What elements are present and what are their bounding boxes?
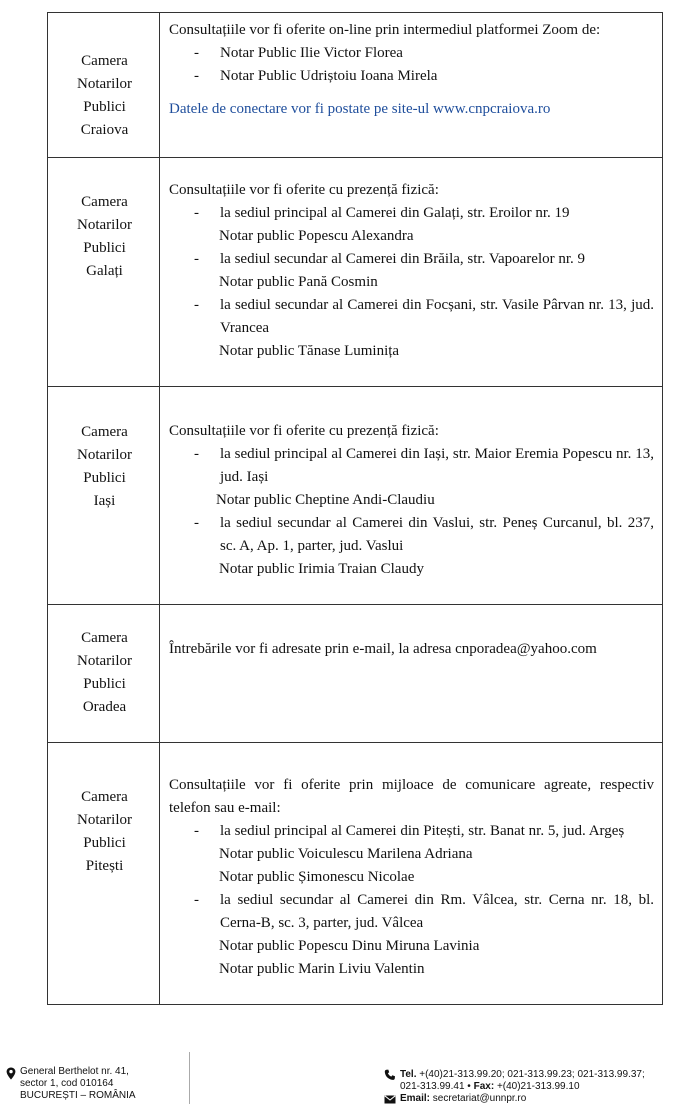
chamber-cell [48, 387, 160, 605]
office-address: la sediul secundar al Camerei din Brăila, str. Vapoarelor nr. 9 [220, 251, 586, 267]
address-line: sector 1, cod 010164 [20, 1078, 114, 1089]
chamber-cell [48, 743, 160, 1005]
chamber-name-line: Iași [93, 493, 116, 509]
chamber-name-line: Publici [83, 835, 126, 851]
chamber-name-line: Craiova [80, 122, 129, 138]
table-row [48, 743, 663, 1005]
list-item: - la sediul secundar al Camerei din Vaslui, str. Peneș Curcanul, bl. 237, sc. A, Ap. 1, parter, jud. Vaslui [194, 515, 654, 554]
list-item: - la sediul principal al Camerei din Iași, str. Maior Eremia Popescu nr. 13, jud. Iași [194, 446, 654, 485]
details-cell [160, 158, 663, 387]
office-address: la sediul principal al Camerei din Iași, str. Maior Eremia Popescu nr. 13, jud. Iași [220, 446, 654, 485]
chamber-name-line: Notarilor [77, 812, 132, 828]
phone-icon [384, 1069, 396, 1081]
bullet-separator: • [467, 1081, 471, 1092]
location-pin-icon [6, 1067, 16, 1080]
office-address: la sediul principal al Camerei din Galați, str. Eroilor nr. 19 [220, 205, 570, 221]
notary-name: Notar public Popescu Alexandra [219, 228, 414, 244]
address-line: General Berthelot nr. 41, [20, 1066, 129, 1077]
tel-label: Tel. [400, 1069, 417, 1080]
notary-name: Notar Public Ilie Victor Florea [220, 45, 403, 61]
chamber-name-line: Notarilor [77, 76, 132, 92]
list-item: - Notar Public Ilie Victor Florea [194, 45, 403, 61]
chamber-name-line: Notarilor [77, 447, 132, 463]
footer-contact [384, 1069, 694, 1105]
chamber-name-line: Camera [81, 789, 128, 805]
details-cell [160, 387, 663, 605]
chamber-cell [48, 13, 160, 158]
notary-name: Notar public Pană Cosmin [219, 274, 378, 290]
connection-note: Datele de conectare vor fi postate pe site-ul www.cnpcraiova.ro [169, 101, 551, 117]
chamber-name-line: Notarilor [77, 217, 132, 233]
chamber-name-line: Camera [81, 194, 128, 210]
details-cell [160, 13, 663, 158]
notary-name: Notar public Cheptine Andi-Claudiu [216, 492, 435, 508]
chamber-cell [48, 158, 160, 387]
email-address: secretariat@unnpr.ro [432, 1093, 527, 1104]
chamber-name-line: Notarilor [77, 653, 132, 669]
office-address: la sediul secundar al Camerei din Rm. Vâlcea, str. Cerna nr. 18, bl. Cerna-B, sc. 3, parter, jud. Vâlcea [220, 892, 654, 931]
details-cell [160, 605, 663, 743]
chamber-name-line: Publici [83, 99, 126, 115]
chamber-cell [48, 605, 160, 743]
chamber-name-line: Camera [81, 53, 128, 69]
office-address: la sediul secundar al Camerei din Focșani, str. Vasile Pârvan nr. 13, jud. Vrancea [220, 297, 654, 336]
chamber-name-line: Camera [81, 630, 128, 646]
consultation-intro: Consultațiile vor fi oferite cu prezență fizică: [169, 423, 439, 439]
chamber-name-line: Publici [83, 240, 126, 256]
notary-name: Notar public Șimonescu Nicolae [219, 869, 415, 885]
notary-name: Notar Public Udriștoiu Ioana Mirela [220, 68, 438, 84]
fax-label: Fax: [473, 1081, 495, 1092]
list-item: - la sediul principal al Camerei din Pitești, str. Banat nr. 5, jud. Argeș [194, 823, 625, 839]
chamber-name-line: Publici [83, 470, 126, 486]
consultation-intro: Consultațiile vor fi oferite cu prezență fizică: [169, 182, 439, 198]
fax-number: +(40)21-313.99.10 [496, 1081, 580, 1092]
chamber-name-line: Pitești [85, 858, 124, 874]
office-address: la sediul principal al Camerei din Pitești, str. Banat nr. 5, jud. Argeș [220, 823, 625, 839]
table-row [48, 387, 663, 605]
notary-name: Notar public Marin Liviu Valentin [219, 961, 425, 977]
list-item: - la sediul secundar al Camerei din Rm. Vâlcea, str. Cerna nr. 18, bl. Cerna-B, sc. 3, parter, jud. Vâlcea [194, 892, 654, 931]
table-row [48, 13, 663, 158]
footer-divider [189, 1052, 190, 1104]
chambers-table [47, 12, 663, 1005]
chamber-name-line: Publici [83, 676, 126, 692]
list-item: - Notar Public Udriștoiu Ioana Mirela [194, 68, 438, 84]
list-item: - la sediul principal al Camerei din Galați, str. Eroilor nr. 19 [194, 205, 570, 221]
notary-name: Notar public Popescu Dinu Miruna Lavinia [219, 938, 480, 954]
notary-name: Notar public Irimia Traian Claudy [219, 561, 424, 577]
chamber-name-line: Galați [86, 263, 123, 279]
notary-name: Notar public Voiculescu Marilena Adriana [219, 846, 473, 862]
details-cell [160, 743, 663, 1005]
list-item: - la sediul secundar al Camerei din Focșani, str. Vasile Pârvan nr. 13, jud. Vrancea [194, 297, 654, 336]
tel-numbers: +(40)21-313.99.20; 021-313.99.23; 021-313.99.37; [419, 1069, 645, 1080]
table-row [48, 158, 663, 387]
chamber-name-line: Camera [81, 424, 128, 440]
chamber-name-line: Oradea [82, 699, 127, 715]
table-row [48, 605, 663, 743]
consultation-intro: Consultațiile vor fi oferite on-line prin intermediul platformei Zoom de: [169, 22, 601, 38]
footer-address [6, 1066, 136, 1102]
email-label: Email: [400, 1093, 431, 1104]
tel-number-extra: 021-313.99.41 [400, 1081, 465, 1092]
consultation-intro: Consultațiile vor fi oferite prin mijloace de comunicare agreate, respectiv telefon sau e-mail: [169, 777, 654, 816]
notary-name: Notar public Tănase Luminița [219, 343, 400, 359]
office-address: la sediul secundar al Camerei din Vaslui, str. Peneș Curcanul, bl. 237, sc. A, Ap. 1, parter, jud. Vaslui [220, 515, 654, 554]
email-instructions: Întrebările vor fi adresate prin e-mail, la adresa cnporadea@yahoo.com [169, 641, 597, 657]
email-icon [384, 1095, 396, 1104]
page-footer [0, 1052, 700, 1117]
list-item: - la sediul secundar al Camerei din Brăila, str. Vapoarelor nr. 9 [194, 251, 586, 267]
address-line: BUCUREȘTI – ROMÂNIA [20, 1090, 136, 1101]
